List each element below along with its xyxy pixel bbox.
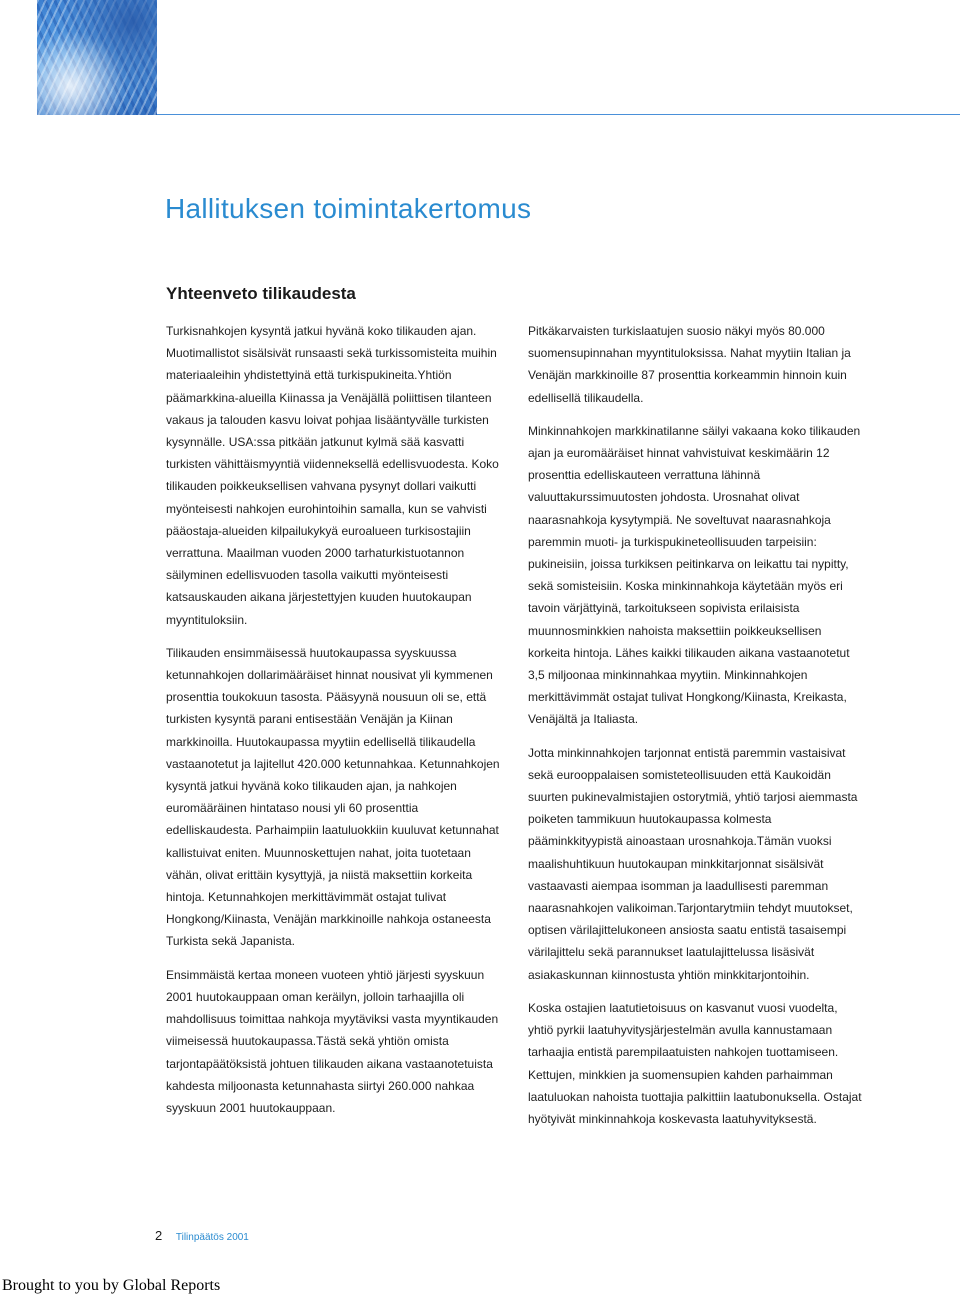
left-paragraph-2: Tilikauden ensimmäisessä huutokaupassa syyskuussa ketunnahkojen dollarimääräiset hinnat nousivat yli kymmenen prosenttia toukokuun tasosta. Pääsyynä nousuun oli se, että turkisten kysyntä parani entisestään Venäjän ja Kiinan markkinoilla. Huutokaupassa myytiin edellisellä tilikaudella vastaanotetut ja lajitellut 420.000 ketunnahkaa. Ketunnahkojen kysyntä jatkui hyvänä koko tilikauden ajan, ja nahkojen euromääräinen hintataso nousi yli 60 prosenttia edelliskaudesta. Parhaimpiin laatuluokkiin kuuluvat ketunnahat kallistuivat eniten. Muunnoskettujen nahat, joita tuotetaan vähän, olivat erittäin kysyttyjä, ja niistä maksettiin korkeita hintoja. Ketunnahkojen merkittävimmät ostajat tulivat Hongkong/Kiinasta, Venäjän markkinoille nahkoja ostaneesta Turkista sekä Japanista.	[166, 645, 500, 949]
left-column	[166, 320, 500, 1130]
page-footer	[155, 1228, 249, 1243]
page-title: Hallituksen toimintakertomus	[165, 193, 532, 224]
section-heading: Yhteenveto tilikaudesta	[166, 284, 356, 303]
footer-publication-title: Tilinpäätös 2001	[175, 1232, 249, 1243]
right-paragraph-3: Jotta minkinnahkojen tarjonnat entistä paremmin vastaisivat sekä eurooppalaisen somisteteollisuuden että Kaukoidän suurten pukinevalmistajien ostorytmiä, yhtiö tarjosi aiemmasta poiketen tammikuun huutokaupassa kolmesta pääminkkityypistä ainoastaan urosnahkoja.Tämän vuoksi maalishuhtikuun huutokaupan minkkitarjonnat sisälsivät vastaavasti aiempaa isomman ja laadullisesti paremman naarasnahkojen valikoiman.Tarjontarytmiin tehdyt muutokset, optisen värilajittelukoneen ansiosta saatu entistä tasaisempi värilajittelu sekä parannukset laatulajittelussa lisäsivät asiakaskunnan kiinnostusta yhtiön minkkitarjontoihin.	[528, 745, 858, 982]
right-paragraph-2: Minkinnahkojen markkinatilanne säilyi vakaana koko tilikauden ajan ja euromääräiset hinnat vahvistuivat keskimäärin 12 prosenttia edelliskauteen verrattuna lähinnä valuuttakurssimuutosten johdosta. Urosnahat olivat naarasnahkoja kysytympiä. Ne soveltuvat naarasnahkoja paremmin muoti- ja turkispukineteollisuuden tarpeisiin: pukineisiin, joissa turkiksen peitinkarva on leikattu tai nypitty, sekä somisteisiin. Koska minkinnahkoja käytetään myös eri tavoin värjättyinä, tarkoitukseen sopivista erilaisista muunnosminkkien nahoista maksettiin poikkeuksellisen korkeita hintoja. Lähes kaikki tilikauden aikana vastaanotetut 3,5 miljoonaa minkinnahkaa myytiin. Minkinnahkojen merkittävimmät ostajat tulivat Hongkong/Kiinasta, Kreikasta, Venäjältä ja Italiasta.	[528, 423, 861, 727]
right-column	[528, 320, 862, 1141]
left-paragraph-1: Turkisnahkojen kysyntä jatkui hyvänä koko tilikauden ajan. Muotimallistot sisälsivät runsaasti sekä turkissomisteita muihin materiaaleihin yhdistettyinä että turkispukineita.Yhtiön päämarkkina-alueilla Kiinassa ja Venäjällä poliittisen tilanteen vakaus ja talouden kasvu loivat pohjaa lisääntyvälle turkisten kysynnälle. USA:ssa pitkään jatkunut kylmä sää kasvatti turkisten vähittäismyyntiä viidenneksellä edellisvuodesta. Koko tilikauden poikkeuksellisen vahvana pysynyt dollari vaikutti myönteisesti nahkojen eurohintoihin samalla, kun se vahvisti pääostaja-alueiden kilpailukykyä euroalueen turkisostajiin verrattuna. Maailman vuoden 2000 tarhaturkistuotannon säilyminen edellisvuoden tasolla vaikutti myönteisesti katsauskauden aikana järjestettyjen kuuden huutokaupan myyntituloksiin.	[166, 324, 499, 627]
header-banner-image	[37, 0, 157, 115]
header-rule	[157, 114, 960, 115]
left-paragraph-3: Ensimmäistä kertaa moneen vuoteen yhtiö järjesti syyskuun 2001 huutokauppaan oman keräilyn, jolloin tarhaajilla oli mahdollisuus toimittaa nahkoja myytäviksi vasta myyntikauden viimeisessä huutokaupassa.Tästä sekä yhtiön omista tarjontapäätöksistä johtuen tilikauden aikana vastaanotetuista kahdesta miljoonasta ketunnahasta siirtyi 260.000 nahkaa syyskuun 2001 huutokauppaan.	[166, 967, 499, 1115]
right-paragraph-1: Pitkäkarvaisten turkislaatujen suosio näkyi myös 80.000 suomensupinnahan myyntituloksissa. Nahat myytiin Italian ja Venäjän markkinoille 87 prosenttia korkeammin hinnoin kuin edellisellä tilikaudella.	[528, 324, 851, 405]
right-paragraph-4: Koska ostajien laatutietoisuus on kasvanut vuosi vuodelta, yhtiö pyrkii laatuhyvitysjärjestelmän avulla kannustamaan tarhaajia entistä parempilaatuisten nahkojen tuottamiseen. Kettujen, minkkien ja suomensupien kahden parhaimman laatuluokan nahoista tuottajia palkittiin laatubonuksella. Ostajat hyötyivät minkinnahkoja koskevasta laatuhyvityksestä.	[528, 1000, 862, 1126]
page-number: 2	[155, 1228, 163, 1243]
source-credit: Brought to you by Global Reports	[2, 1277, 221, 1294]
